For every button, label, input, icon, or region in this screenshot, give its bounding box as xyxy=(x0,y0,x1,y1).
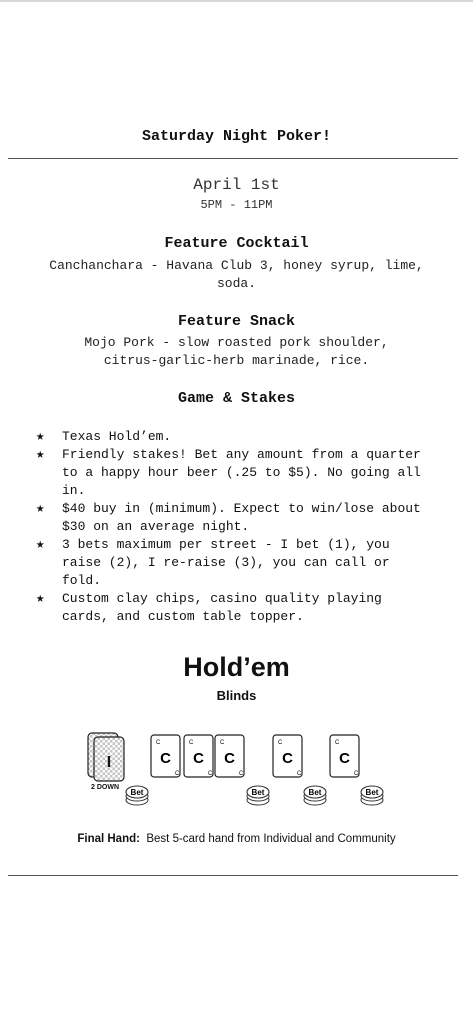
cocktail-line-1: Canchanchara - Havana Club 3, honey syrup, lime, xyxy=(49,258,424,273)
svg-text:C: C xyxy=(189,740,194,746)
cocktail-heading: Feature Cocktail xyxy=(164,235,309,252)
svg-text:C: C xyxy=(175,771,180,777)
star-bullet-icon: ★ xyxy=(36,591,45,607)
top-border xyxy=(0,0,473,2)
page-title: Saturday Night Poker! xyxy=(141,128,332,145)
holdem-diagram xyxy=(0,725,473,825)
svg-text:Bet: Bet xyxy=(365,788,379,797)
divider-top xyxy=(8,158,458,159)
final-hand-text: Best 5-card hand from Individual and Community xyxy=(146,833,396,845)
bet-chip-icon xyxy=(361,786,383,805)
two-down-caption: 2 DOWN xyxy=(91,784,119,791)
svg-text:C: C xyxy=(156,740,161,746)
svg-text:C: C xyxy=(224,750,235,767)
final-hand-label: Final Hand: xyxy=(77,833,140,845)
bet-chip-icon xyxy=(247,786,269,805)
community-card xyxy=(215,735,244,777)
cocktail-line-2: soda. xyxy=(216,276,256,291)
game-heading: Game & Stakes xyxy=(177,390,296,407)
svg-text:C: C xyxy=(193,750,204,767)
svg-text:C: C xyxy=(339,750,350,767)
community-card xyxy=(151,735,180,777)
divider-bottom xyxy=(8,875,458,876)
svg-text:C: C xyxy=(278,740,283,746)
snack-line-2: citrus-garlic-herb marinade, rice. xyxy=(103,353,370,368)
community-card xyxy=(184,735,213,777)
svg-text:C: C xyxy=(160,750,171,767)
list-item: ★ 3 bets maximum per street - I bet (1), you raise (2), I re-raise (3), you can call or fold. xyxy=(36,537,390,588)
svg-text:C: C xyxy=(208,771,213,777)
holdem-title: Hold’em xyxy=(183,652,290,682)
event-time: 5PM - 11PM xyxy=(200,198,273,212)
svg-text:C: C xyxy=(335,740,340,746)
list-item: ★ Custom clay chips, casino quality playing cards, and custom table topper. xyxy=(36,591,382,624)
list-item: ★ Texas Hold’em. xyxy=(36,429,172,445)
svg-text:C: C xyxy=(282,750,293,767)
star-bullet-icon: ★ xyxy=(36,537,45,553)
community-card xyxy=(330,735,359,777)
snack-line-1: Mojo Pork - slow roasted pork shoulder, xyxy=(84,335,389,350)
individual-card-label: I xyxy=(106,754,112,771)
svg-text:Bet: Bet xyxy=(308,788,322,797)
stakes-list xyxy=(36,428,466,626)
individual-cards xyxy=(88,733,124,781)
event-date: April 1st xyxy=(193,176,280,194)
community-card xyxy=(273,735,302,777)
list-item: ★ $40 buy in (minimum). Expect to win/lose about $30 on an average night. xyxy=(36,501,421,534)
bet-chip-icon xyxy=(304,786,326,805)
list-item: ★ Friendly stakes! Bet any amount from a quarter to a happy hour beer (.25 to $5). No going all in. xyxy=(36,447,421,498)
svg-text:Bet: Bet xyxy=(130,788,144,797)
svg-text:C: C xyxy=(220,740,225,746)
final-hand-caption xyxy=(0,833,473,845)
svg-text:C: C xyxy=(297,771,302,777)
svg-text:C: C xyxy=(354,771,359,777)
bet-chip-icon xyxy=(126,786,148,805)
star-bullet-icon: ★ xyxy=(36,429,45,445)
star-bullet-icon: ★ xyxy=(36,447,45,463)
svg-text:Bet: Bet xyxy=(251,788,265,797)
svg-text:C: C xyxy=(239,771,244,777)
star-bullet-icon: ★ xyxy=(36,501,45,517)
snack-heading: Feature Snack xyxy=(177,313,296,330)
blinds-subtitle: Blinds xyxy=(216,688,257,703)
